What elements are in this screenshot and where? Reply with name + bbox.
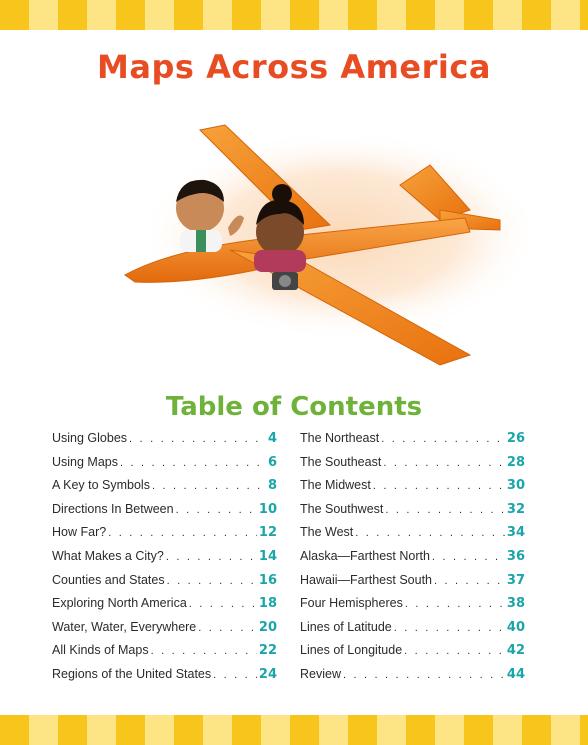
toc-entry-page: 22	[258, 643, 277, 659]
leader-dots	[343, 669, 505, 681]
toc-entry	[52, 620, 277, 644]
toc-entry-page: 38	[506, 596, 525, 612]
toc-entry-label: The West	[300, 525, 354, 540]
toc-entry	[52, 667, 277, 691]
toc-entry-page: 20	[258, 619, 277, 635]
toc-entry	[300, 431, 525, 455]
leader-dots	[129, 433, 266, 445]
leader-dots	[189, 598, 257, 610]
toc-entry	[300, 478, 525, 502]
toc-entry	[52, 549, 277, 573]
toc-entry-label: Lines of Longitude	[300, 643, 403, 658]
leader-dots	[198, 622, 257, 634]
toc-entry-label: The Northeast	[300, 431, 380, 445]
leader-dots	[152, 480, 266, 492]
top-stripe-border	[0, 0, 588, 30]
toc-entry-label: The Southwest	[300, 501, 384, 516]
toc-entry-label: Hawaii—Farthest South	[300, 572, 433, 587]
leader-dots	[405, 598, 505, 610]
toc-entry-page: 42	[506, 643, 525, 659]
toc-column-right	[300, 431, 525, 691]
toc-entry-label: All Kinds of Maps	[52, 643, 149, 658]
toc-entry-label: The Southeast	[300, 454, 382, 469]
toc-entry	[52, 502, 277, 526]
toc-entry-page: 30	[506, 478, 525, 494]
toc-entry-label: Four Hemispheres	[300, 596, 403, 611]
toc-entry	[300, 455, 525, 479]
toc-entry-page: 28	[506, 454, 525, 470]
toc-entry-page: 18	[258, 596, 277, 612]
toc-entry-page: 12	[258, 525, 277, 541]
leader-dots	[434, 575, 505, 587]
leader-dots	[385, 504, 505, 516]
toc-heading: Table of Contents	[165, 392, 423, 422]
toc-entry-label: Regions of the United States	[52, 666, 212, 681]
toc-entry-page: 14	[258, 548, 277, 564]
toc-entry-label: Using Maps	[52, 454, 118, 469]
bottom-stripe-border	[0, 715, 588, 745]
toc-entry-label: Lines of Latitude	[300, 619, 392, 634]
toc-entry	[300, 620, 525, 644]
toc-entry-label: Alaska—Farthest North	[300, 548, 430, 563]
toc-entry-label: The Midwest	[300, 478, 371, 493]
leader-dots	[167, 575, 257, 587]
toc-entry	[300, 573, 525, 597]
toc-entry-page: 44	[506, 666, 525, 682]
toc-entry-page: 26	[506, 431, 525, 446]
leader-dots	[394, 622, 505, 634]
toc-entry-page: 4	[267, 431, 277, 446]
toc-entry-page: 36	[506, 548, 525, 564]
leader-dots	[381, 433, 505, 445]
toc-entry-label: Review	[300, 666, 341, 681]
leader-dots	[120, 457, 266, 469]
toc-entry-page: 6	[267, 454, 277, 470]
toc-entry	[52, 573, 277, 597]
toc-entry-label: Using Globes	[52, 431, 128, 445]
toc-entry-label: How Far?	[52, 525, 107, 540]
toc-entry-page: 16	[258, 572, 277, 588]
toc-entry	[300, 549, 525, 573]
toc-entry-page: 32	[506, 501, 525, 517]
toc-entry	[52, 596, 277, 620]
toc-entry	[52, 643, 277, 667]
leader-dots	[404, 645, 505, 657]
page-title: Maps Across America	[97, 48, 491, 86]
leader-dots	[213, 669, 257, 681]
toc-column-left	[52, 431, 277, 691]
toc-entry	[52, 525, 277, 549]
toc-entry-page: 37	[506, 572, 525, 588]
leader-dots	[383, 457, 505, 469]
toc-entry	[300, 596, 525, 620]
leader-dots	[151, 645, 257, 657]
leader-dots	[432, 551, 505, 563]
toc-entry-page: 40	[506, 619, 525, 635]
toc-entry-page: 8	[267, 478, 277, 494]
toc-entry-label: Counties and States	[52, 572, 165, 587]
toc-entry-label: What Makes a City?	[52, 548, 164, 563]
leader-dots	[355, 527, 505, 539]
leader-dots	[373, 480, 505, 492]
toc-entry	[52, 455, 277, 479]
glider-illustration	[0, 110, 588, 380]
toc-entry-page: 34	[506, 525, 525, 541]
leader-dots	[108, 527, 257, 539]
toc-entry-label: Exploring North America	[52, 596, 187, 611]
toc-entry	[52, 478, 277, 502]
toc-entry-label: A Key to Symbols	[52, 478, 150, 493]
toc-entry-label: Water, Water, Everywhere	[52, 619, 197, 634]
toc-entry	[52, 431, 277, 455]
toc-entry-label: Directions In Between	[52, 501, 174, 516]
toc-entry	[300, 502, 525, 526]
toc-entry	[300, 643, 525, 667]
toc-entry	[300, 525, 525, 549]
toc-entry	[300, 667, 525, 691]
toc-entry-page: 10	[258, 501, 277, 517]
toc-entry-page: 24	[258, 666, 277, 682]
leader-dots	[176, 504, 257, 516]
leader-dots	[166, 551, 257, 563]
